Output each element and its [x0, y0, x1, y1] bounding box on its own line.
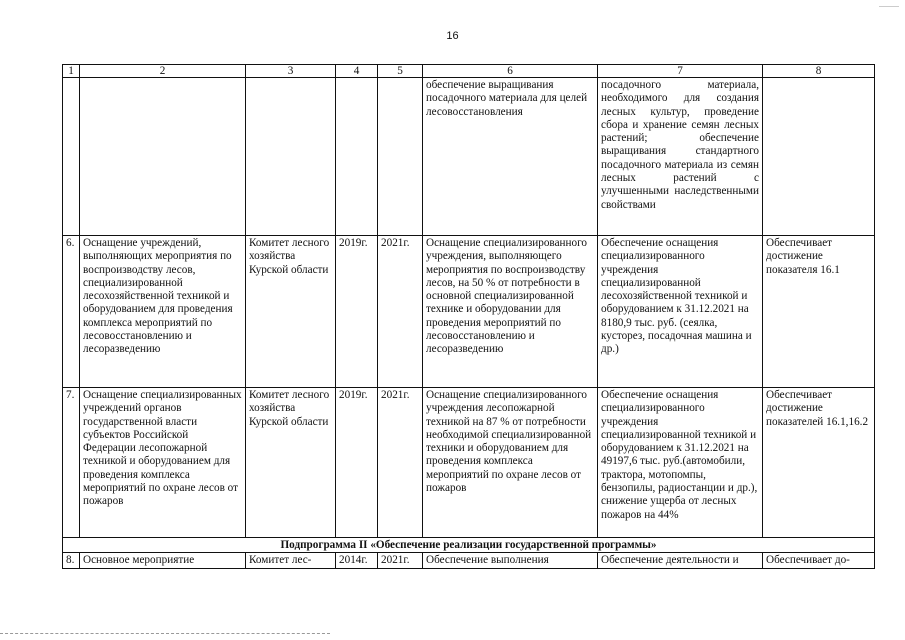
cell-consequence: Обеспечение деятельности и [598, 553, 763, 569]
cell-empty [763, 78, 875, 236]
cell-indicator-link: Обеспечивает достижение показателя 16.1 [763, 236, 875, 388]
header-cell: 5 [378, 65, 423, 78]
cell-executor: Комитет лесного хозяйства Курской области [246, 388, 336, 538]
header-cell: 7 [598, 65, 763, 78]
cell-number: 8. [63, 553, 80, 569]
cell-consequence: Обеспечение оснащения специализированного учреждения специализированной техникой и оборудованием к 31.12.2021 на 49197,6 тыс. руб.(автомобили, трактора, мотопомпы, бензопилы, радиостанции и др.), снижение ущерба от лесных пожаров на 44% [598, 388, 763, 538]
cell-executor: Комитет лесного хозяйства Курской области [246, 236, 336, 388]
measures-table [62, 64, 875, 569]
header-cell: 6 [423, 65, 598, 78]
page-number: 16 [446, 30, 459, 42]
cell-start-year: 2014г. [336, 553, 378, 569]
table-row [63, 78, 875, 236]
cell-empty [378, 78, 423, 236]
scan-artifact [879, 6, 899, 7]
cell-end-year: 2021г. [378, 388, 423, 538]
cell-end-year: 2021г. [378, 236, 423, 388]
cell-empty [80, 78, 246, 236]
cell-number: 6. [63, 236, 80, 388]
header-cell: 4 [336, 65, 378, 78]
header-cell: 2 [80, 65, 246, 78]
cell-measure-name: Оснащение учреждений, выполняющих мероприятия по воспроизводству лесов, специализированной лесохозяйственной техникой и оборудованием для проведения комплекса мероприятий по лесовосстановлению и лесоразведению [80, 236, 246, 388]
cell-end-year: 2021г. [378, 553, 423, 569]
header-cell: 3 [246, 65, 336, 78]
header-cell: 8 [763, 65, 875, 78]
table-row [63, 388, 875, 538]
cell-empty [246, 78, 336, 236]
cell-consequence: посадочного материала, необходимого для создания лесных культур, проведение сбора и хранение семян лесных растений; обеспечение выращивания стандартного посадочного материала из семян лесных растений с улучшенными наследственными свойствами [598, 78, 763, 236]
subprogram-row [63, 538, 875, 553]
cell-result: Обеспечение выполнения [423, 553, 598, 569]
cell-number: 7. [63, 388, 80, 538]
table-row [63, 553, 875, 569]
header-row [63, 65, 875, 78]
cell-start-year: 2019г. [336, 236, 378, 388]
subprogram-title: Подпрограмма II «Обеспечение реализации государственной программы» [63, 538, 875, 553]
table-row [63, 236, 875, 388]
cell-empty [336, 78, 378, 236]
cell-executor: Комитет лес- [246, 553, 336, 569]
scan-artifact-line [0, 633, 330, 634]
cell-measure-name: Оснащение специализированных учреждений органов государственной власти субъектов Российской Федерации лесопожарной техникой и оборудованием для проведения комплекса мероприятий по охране лесов от пожаров [80, 388, 246, 538]
cell-indicator-link: Обеспечивает достижение показателей 16.1,16.2 [763, 388, 875, 538]
cell-indicator-link: Обеспечивает до- [763, 553, 875, 569]
header-cell: 1 [63, 65, 80, 78]
cell-empty [63, 78, 80, 236]
cell-consequence: Обеспечение оснащения специализированного учреждения специализированной лесохозяйственной техникой и оборудованием к 31.12.2021 на 8180,9 тыс. руб. (сеялка, кусторез, посадочная машина и др.) [598, 236, 763, 388]
cell-result: обеспечение выращивания посадочного материала для целей лесовосстановления [423, 78, 598, 236]
cell-result: Оснащение специализированного учреждения, выполняющего мероприятия по воспроизводству лесов, на 50 % от потребности в основной специализированной технике и оборудовании для проведения мероприятий по лесовосстановлению и лесоразведению [423, 236, 598, 388]
cell-result: Оснащение специализированного учреждения лесопожарной техникой на 87 % от потребности необходимой специализированной техники и оборудованием для проведения комплекса мероприятий по охране лесов от пожаров [423, 388, 598, 538]
cell-start-year: 2019г. [336, 388, 378, 538]
cell-measure-name: Основное мероприятие [80, 553, 246, 569]
